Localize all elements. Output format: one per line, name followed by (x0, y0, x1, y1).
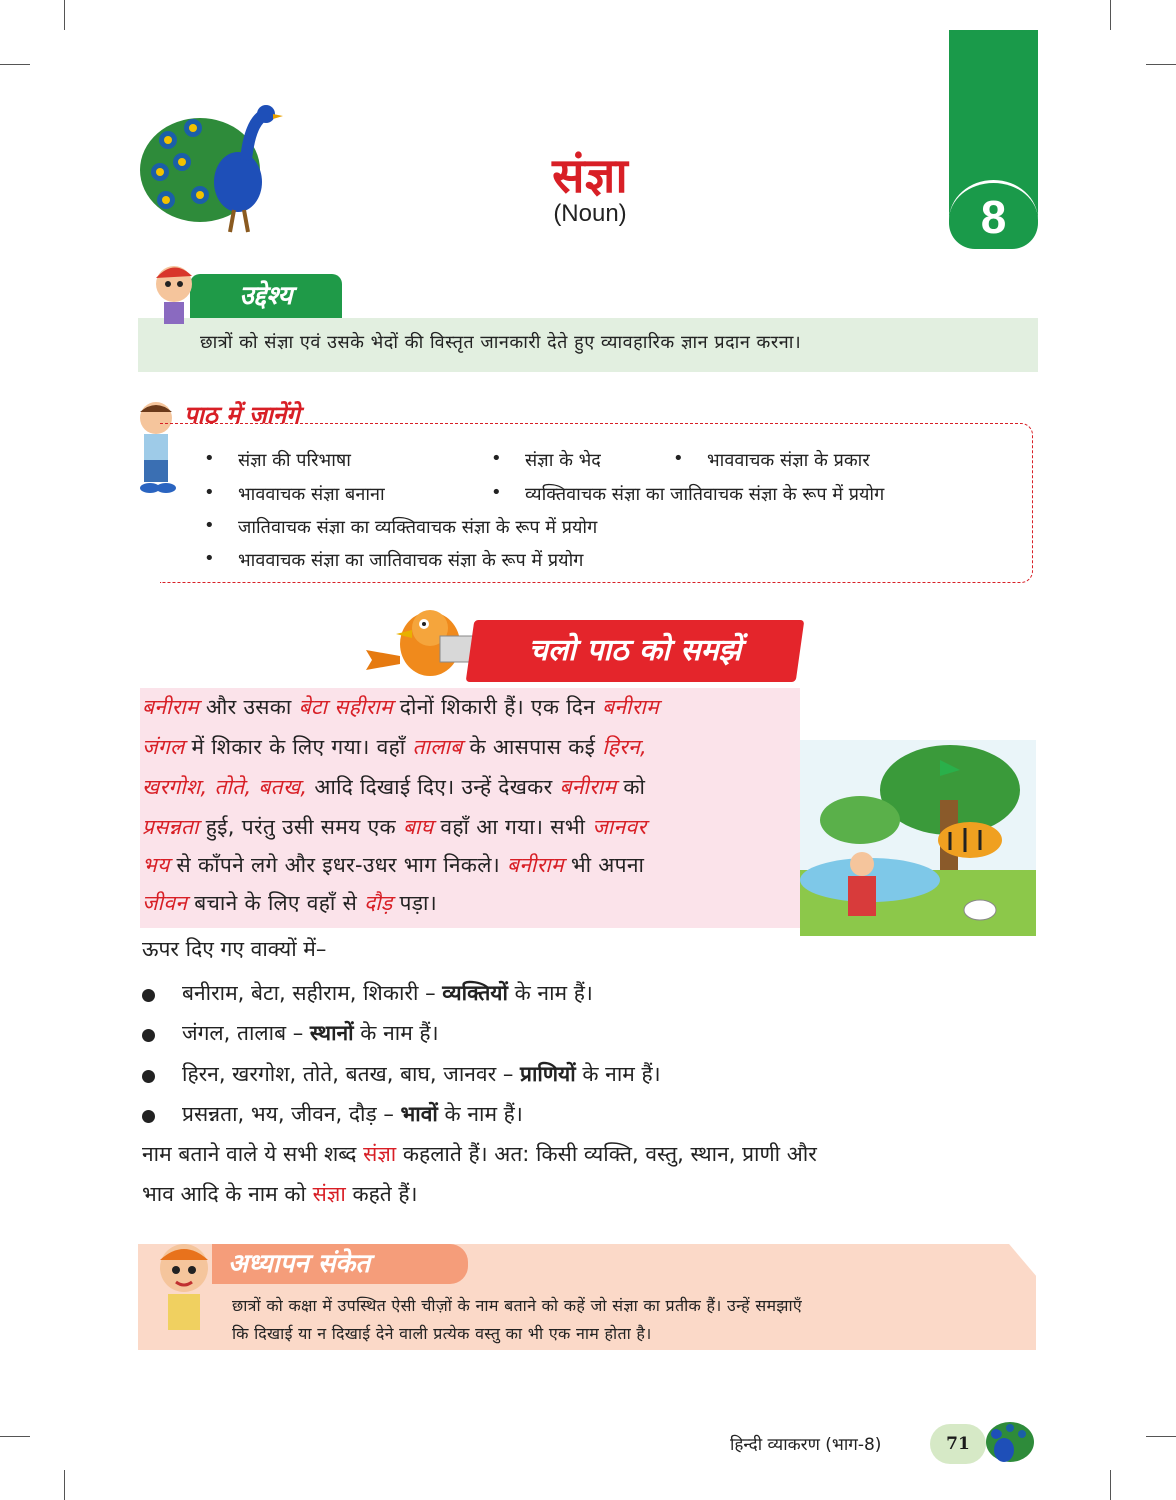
bullet-dot (142, 989, 155, 1002)
bullet-dot (142, 1029, 155, 1042)
learn-item: • भाववाचक संज्ञा का जातिवाचक संज्ञा के रूप में प्रयोग (238, 548, 583, 572)
crop-mark (1146, 64, 1176, 65)
teacher-note-line: छात्रों को कक्षा में उपस्थित ऐसी चीज़ों के नाम बताने को कहें जो संज्ञा का प्रतीक हैं। उन्हें समझाएँ (232, 1296, 803, 1315)
objective-heading: उद्देश्य (190, 274, 342, 318)
page-title: संज्ञा (552, 148, 628, 204)
story-line: प्रसन्नता हुई, परंतु उसी समय एक बाघ वहाँ आ गया। सभी जानवर (142, 815, 647, 839)
objective-text: छात्रों को संज्ञा एवं उसके भेदों की विस्तृत जानकारी देते हुए व्यावहारिक ज्ञान प्रदान करना। (200, 332, 802, 353)
footer-book-title: हिन्दी व्याकरण (भाग-8) (730, 1435, 882, 1455)
crop-mark (1146, 1436, 1176, 1437)
peacock-illustration (138, 100, 288, 240)
definition-line: नाम बताने वाले ये सभी शब्द संज्ञा कहलाते हैं। अत: किसी व्यक्ति, वस्तु, स्थान, प्राणी और (142, 1142, 817, 1166)
analysis-bullet: प्रसन्नता, भय, जीवन, दौड़ – भावों के नाम हैं। (182, 1102, 523, 1126)
learn-item: • भाववाचक संज्ञा के प्रकार (707, 448, 870, 472)
chapter-tab (949, 30, 1038, 246)
learn-item: • व्यक्तिवाचक संज्ञा का जातिवाचक संज्ञा के रूप में प्रयोग (525, 482, 884, 506)
story-line: खरगोश, तोते, बतख, आदि दिखाई दिए। उन्हें देखकर बनीराम को (142, 775, 646, 799)
story-line: जंगल में शिकार के लिए गया। वहाँ तालाब के आसपास कई हिरन, (142, 735, 647, 759)
analysis-bullet: जंगल, तालाब – स्थानों के नाम हैं। (182, 1021, 439, 1045)
learn-heading: पाठ में जानेंगे (184, 401, 300, 429)
definition-line: भाव आदि के नाम को संज्ञा कहते हैं। (142, 1182, 418, 1206)
learn-item: • भाववाचक संज्ञा बनाना (238, 482, 385, 506)
crop-mark (1110, 1470, 1111, 1500)
boy-mascot-icon (150, 258, 200, 328)
page-number: 71 (930, 1424, 986, 1464)
bird-reading-icon (360, 598, 480, 682)
jungle-scene-illustration (800, 740, 1036, 936)
analysis-bullet: हिरन, खरगोश, तोते, बतख, बाघ, जानवर – प्राणियों के नाम हैं। (182, 1062, 661, 1086)
learn-item: • संज्ञा के भेद (525, 448, 601, 472)
crop-mark (64, 0, 65, 30)
crop-mark (0, 64, 30, 65)
section-banner-text: चलो पाठ को समझें (528, 633, 742, 668)
learn-item: • जातिवाचक संज्ञा का व्यक्तिवाचक संज्ञा के रूप में प्रयोग (238, 515, 597, 539)
learn-item: • संज्ञा की परिभाषा (238, 448, 351, 472)
chapter-number: 8 (980, 191, 1007, 243)
teacher-note-heading: अध्यापन संकेत (212, 1244, 468, 1284)
peacock-small-icon (980, 1414, 1036, 1470)
story-line: जीवन बचाने के लिए वहाँ से दौड़ पड़ा। (142, 891, 437, 915)
analysis-intro: ऊपर दिए गए वाक्यों में– (142, 937, 327, 961)
story-line: भय से काँपने लगे और इधर-उधर भाग निकले। बनीराम भी अपना (142, 853, 645, 877)
story-line: बनीराम और उसका बेटा सहीराम दोनों शिकारी हैं। एक दिन बनीराम (142, 695, 659, 719)
crop-mark (0, 1436, 30, 1437)
crop-mark (64, 1470, 65, 1500)
teacher-child-icon (152, 1236, 218, 1336)
bullet-dot (142, 1070, 155, 1083)
teacher-note-line: कि दिखाई या न दिखाई देने वाली प्रत्येक वस्तु का भी एक नाम होता है। (232, 1324, 652, 1343)
crop-mark (1110, 0, 1111, 30)
bullet-dot (142, 1110, 155, 1123)
analysis-bullet: बनीराम, बेटा, सहीराम, शिकारी – व्यक्तियों के नाम हैं। (182, 981, 593, 1005)
page-subtitle: (Noun) (553, 200, 627, 227)
